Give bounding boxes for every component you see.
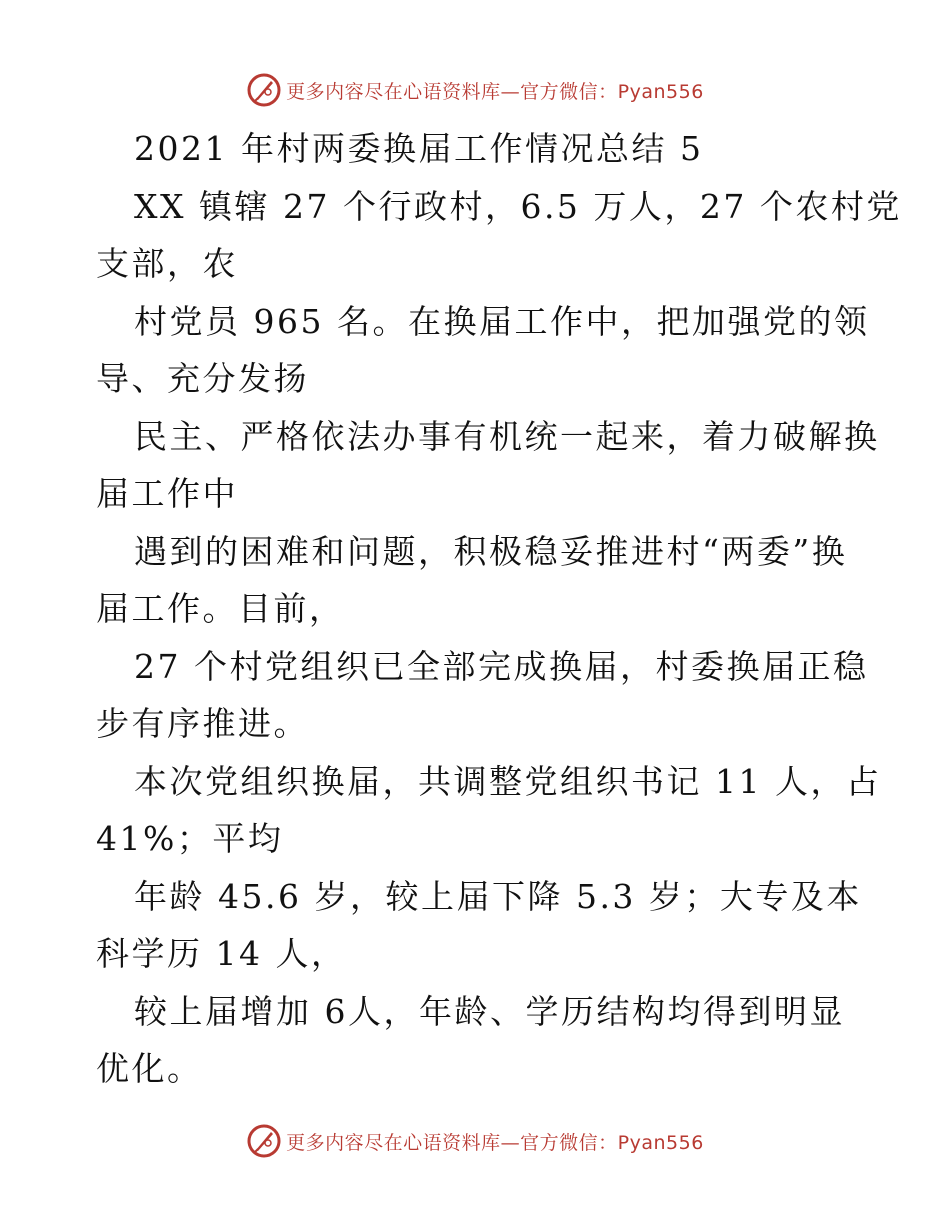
text-line: 村党员 965 名。在换届工作中，把加强党的领 [134,301,870,341]
text-line: 本次党组织换届，共调整党组织书记 11 人，占 [134,761,882,801]
text-line: 届工作。目前， [96,589,345,628]
feather-pen-logo-icon [246,1123,282,1159]
text-line: 届工作中 [96,474,238,513]
document-title: 2021 年村两委换届工作情况总结 5 [134,129,704,168]
document-body [96,120,902,1098]
feather-pen-logo-icon [246,72,282,108]
text-line: 支部，农 [96,244,238,283]
text-line: 较上届增加 6人，年龄、学历结构均得到明显 [134,991,845,1031]
text-line: 遇到的困难和问题，积极稳妥推进村“两委”换 [134,531,848,571]
watermark-wechat-id: Pyan556 [617,80,704,103]
text-line: XX 镇辖 27 个行政村，6.5 万人，27 个农村党 [134,186,902,226]
text-line: 步有序推进。 [96,704,309,743]
text-line: 27 个村党组织已全部完成换届，村委换届正稳 [134,646,869,686]
text-line: 41%；平均 [96,819,284,858]
watermark-header [0,70,950,110]
watermark-text [286,77,704,104]
watermark-prefix: 更多内容尽在心语资料库—官方微信： [286,80,618,103]
watermark-wechat-id: Pyan556 [617,1131,704,1154]
watermark-text [286,1128,704,1155]
watermark-prefix: 更多内容尽在心语资料库—官方微信： [286,1131,618,1154]
text-line: 科学历 14 人， [96,934,347,973]
text-line: 优化。 [96,1049,203,1088]
text-line: 导、充分发扬 [96,359,309,398]
text-line: 民主、严格依法办事有机统一起来，着力破解换 [134,416,880,456]
text-line: 年龄 45.6 岁，较上届下降 5.3 岁；大专及本 [134,876,862,916]
watermark-footer [0,1121,950,1161]
